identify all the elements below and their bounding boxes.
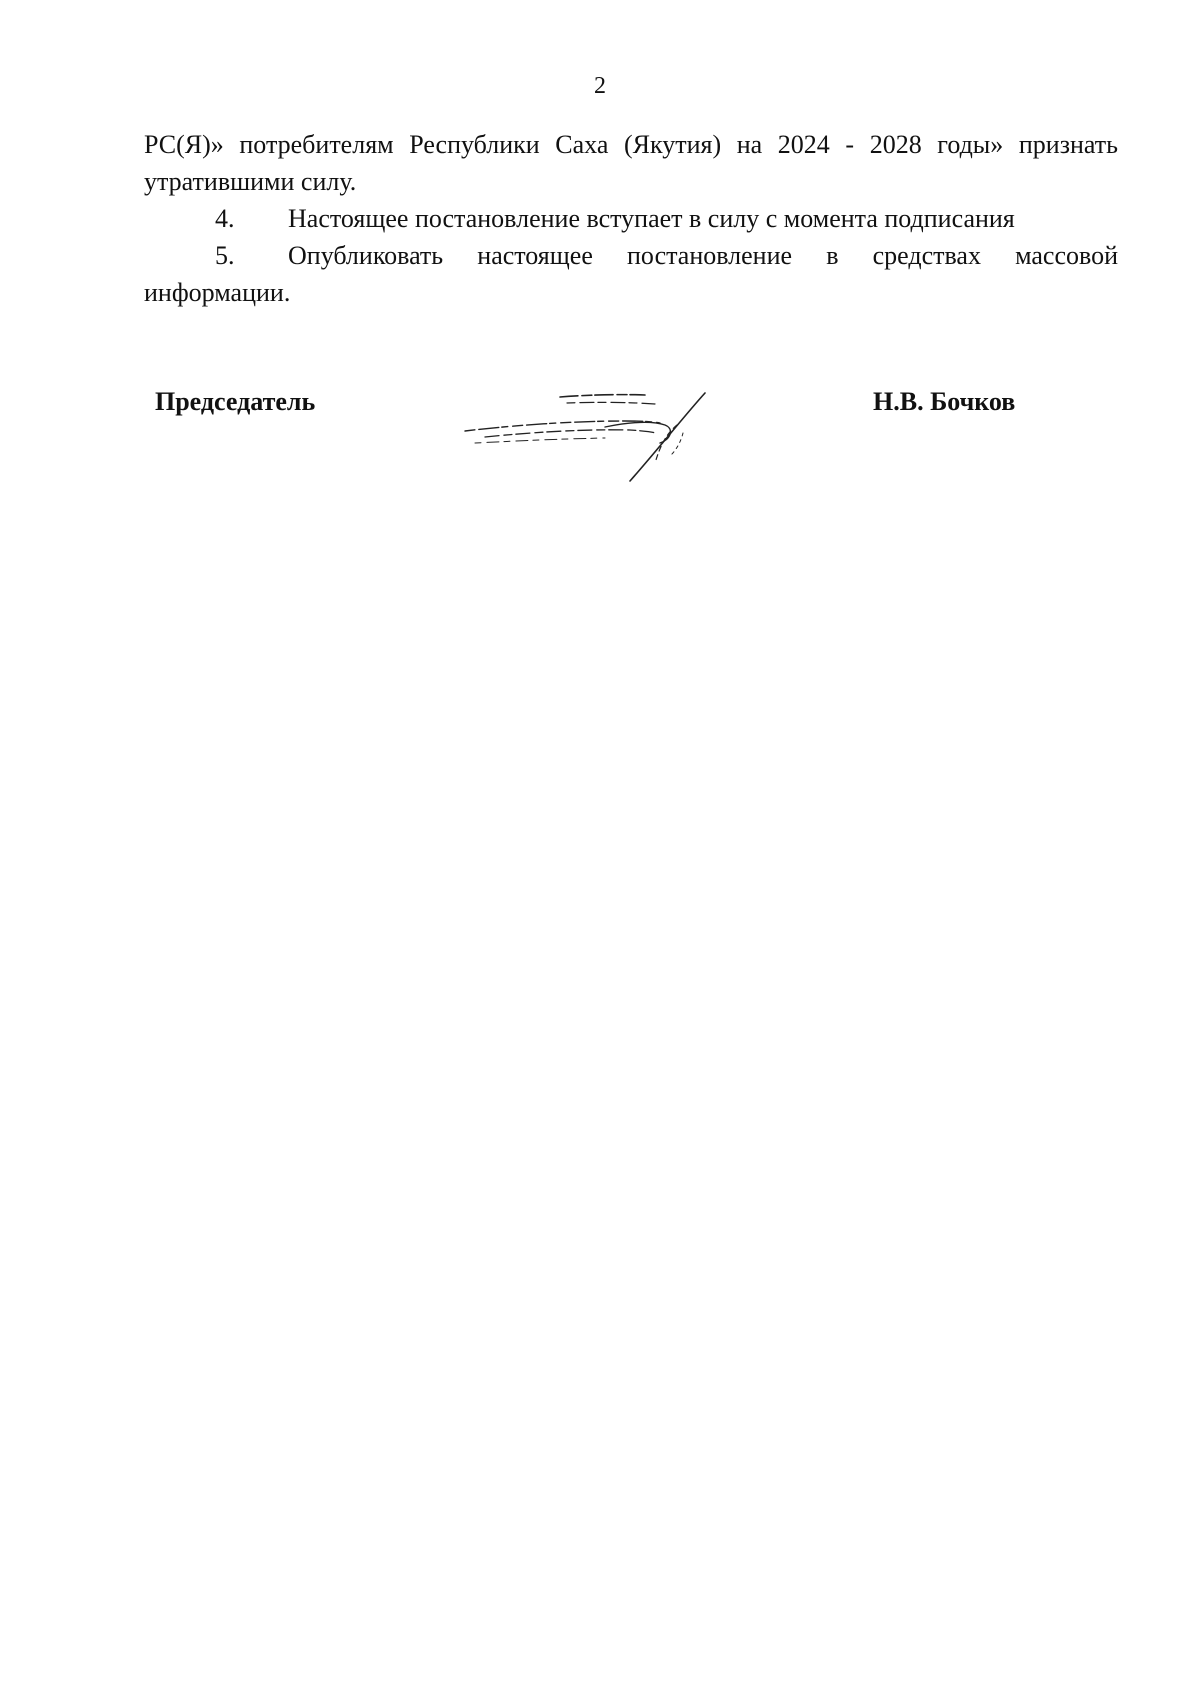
- signatory-name: Н.В. Бочков: [873, 387, 1016, 416]
- list-item: [144, 200, 1118, 237]
- page-number: 2: [594, 73, 606, 99]
- signature-block: [0, 385, 1200, 495]
- list-item: [144, 237, 1118, 311]
- item-text: Опубликовать настоящее постановление в средствах массовой информации.: [144, 241, 1118, 307]
- continuation-paragraph: РС(Я)» потребителям Республики Саха (Якутия) на 2024 - 2028 годы» признать утратившими силу.: [144, 130, 1118, 196]
- handwritten-signature: [455, 385, 755, 485]
- item-number: 5.: [215, 241, 235, 270]
- item-number: 4.: [215, 204, 235, 233]
- item-text: Настоящее постановление вступает в силу с момента подписания: [288, 204, 1015, 233]
- document-body: [144, 126, 1118, 311]
- signatory-title: Председатель: [155, 387, 316, 416]
